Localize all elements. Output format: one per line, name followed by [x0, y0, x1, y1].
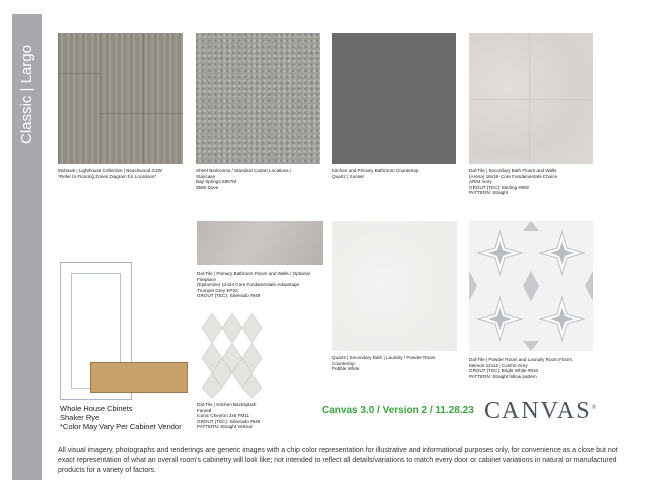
cabinet-line-3: *Color May Vary Per Cabinet Vendor: [60, 422, 182, 431]
caption-carpet: Sheet Bedrooms / Standard Carpet Locations / Staircase Bay Springs 5857M 0560 Dove: [196, 168, 292, 190]
caption-pebble-white: Quartz | Secondary Bath | Laundry / Powder Room Countertop Pebble White: [332, 355, 436, 372]
canvas-logo: CANVAS®: [484, 398, 599, 424]
swatch-quartz-sunset: [332, 33, 456, 164]
swatch-beachwood-flooring: [58, 33, 183, 164]
caption-chevron: Dal-Tile | Kitchen Backsplash Famed Iconic Chevron 3x6 FM11 GROUT (TEC): Silverado #949 PATTERN: Straight Vertical: [197, 402, 261, 430]
cabinet-text: [60, 404, 182, 431]
side-band: [12, 14, 42, 480]
swatch-arena-tile: [469, 33, 593, 164]
swatch-carpet-dove: [196, 33, 320, 164]
side-label: Classic | Largo: [18, 45, 35, 144]
logo-text: CANVAS: [484, 398, 592, 424]
caption-trumpet-grey: Dal-Tile | Primary Bathroom Floors and Walls / Optional Fireplace (Epitomize) 12x24 Core Fundamentals-Advantage Trumpet Grey EP22 GROUT (TEC): Silverado #949: [197, 271, 310, 299]
caption-beachwood: Mohawk | Lighthouse Collective | Beachwood G2W *Refer to Flooring Zones Diagram for Locations*: [58, 168, 163, 179]
caption-cosmo-grey: Dal-Tile | Powder Room and Laundry Room Floors Memoir 12x12 | Cosmo Grey GROUT (TEC): Bright White #910 PATTERN: Straight follow pattern: [469, 357, 572, 379]
swatch-trumpet-grey-tile: [197, 221, 323, 265]
cabinet-line-2: Shaker Rye: [60, 413, 100, 422]
swatch-pebble-white: [332, 221, 457, 351]
swatch-chevron-backsplash: [197, 308, 267, 398]
caption-quartz-sunset: Kitchen and Primary Bathroom Countertop Quartz | Sunset: [332, 168, 419, 179]
cabinet-color-chip: [90, 362, 188, 393]
disclaimer: All visual imagery, photographs and renderings are generic images with a chip color representation for illustrative and informational purposes only, for convenience as a close but not exact representation of what an overall room's cabinetry will look like; not intended to reflect all details/variations to match every door or cabinet variations in natural or manufactured products for a variety of factors.: [58, 447, 618, 474]
caption-arena-tile: Dal-Tile | Secondary Bath Floors and Walls (Arena) 18x18- Core Fundamentals-Choice AR04 Ivory GROUT (TEC): Sterling #909 PATTERN: Straight: [469, 168, 558, 196]
version-label: Canvas 3.0 / Version 2 / 11.28.23: [322, 405, 474, 416]
swatch-cosmo-grey-pattern: [469, 221, 593, 351]
cabinet-line-1: Whole House Cbinets: [60, 404, 133, 413]
